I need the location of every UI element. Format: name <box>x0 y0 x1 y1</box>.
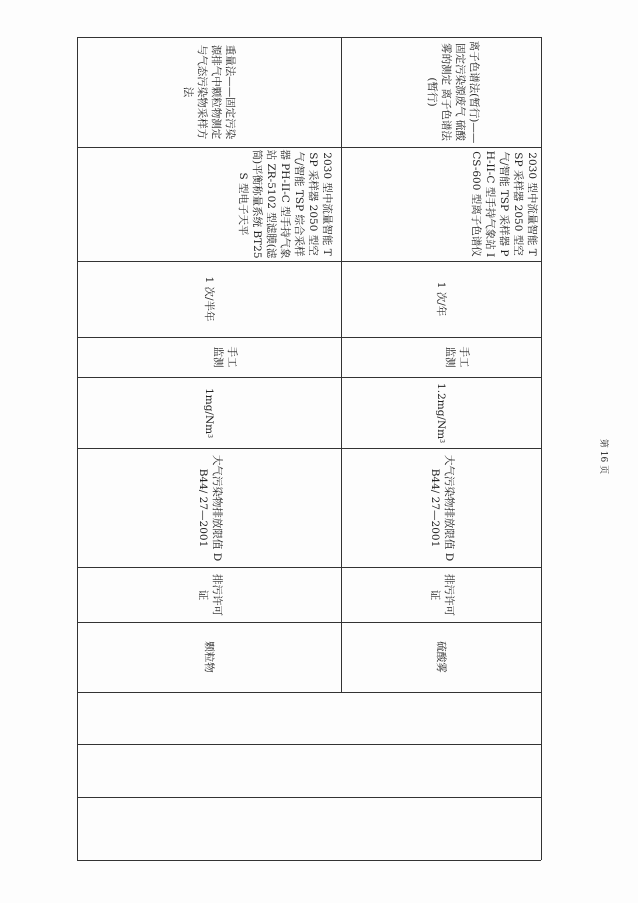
pollutant-name: 颗粒物 <box>203 641 215 673</box>
pollutant-name: 硫酸雾 <box>435 641 447 673</box>
instruments-cell <box>77 147 341 261</box>
standard-text: 大气污染物排放限值 DB44/ 27—2001 <box>429 454 455 561</box>
permit-cell <box>77 567 341 622</box>
page-number-text: 第 16 页 <box>598 438 609 474</box>
analysis-method-text: 离子色谱法(暂行)——固定污染源废气 硫酸雾的测定 离子色谱法(暂行) <box>426 40 480 144</box>
frequency-cell <box>341 261 541 337</box>
permit-text: 排污许可证 <box>197 573 223 616</box>
pollutant-name-cell <box>77 622 341 692</box>
permit-cell <box>341 567 541 622</box>
instruments-text: 2030 型中流量智能 TSP 采样器 2050 型空气/智能 TSP 综合采样器 PH-II-C 型手持气象站 ZR-5102 型滤膜(滤筒)平衡称量系统 BT25S 型电子天平 <box>237 149 333 259</box>
standard-cell <box>341 448 541 567</box>
instruments-cell <box>341 147 541 261</box>
standard-cell <box>77 448 341 567</box>
monitoring-table <box>77 37 541 860</box>
permit-text: 排污许可证 <box>429 573 455 616</box>
frequency-cell <box>77 261 341 337</box>
method-text: 手工监测 <box>212 346 238 368</box>
method-cell <box>341 337 541 377</box>
method-cell <box>77 337 341 377</box>
analysis-method-text: 重量法——固定污染源排气中颗粒物测定与气态污染物采样方法 <box>182 44 236 140</box>
page-number <box>598 436 612 476</box>
limit-cell: 1.2mg/Nm 3 <box>435 382 447 443</box>
method-text: 手工监测 <box>444 346 470 368</box>
frequency-text: 1 次/半年 <box>203 276 215 322</box>
frequency-text: 1 次/年 <box>435 281 447 317</box>
standard-text: 大气污染物排放限值 DB44/ 27—2001 <box>197 454 223 561</box>
limit-value: 1.2mg/Nm <box>435 382 447 439</box>
analysis-method-cell <box>341 37 541 147</box>
pollutant-name-cell <box>341 622 541 692</box>
analysis-method-cell <box>77 37 341 147</box>
limit-value: 1mg/Nm <box>203 387 215 434</box>
limit-cell: 1mg/Nm 3 <box>203 387 215 438</box>
instruments-text: 2030 型中流量智能 TSP 采样器 2050 型空气/智能 TSP 采样器 PH-II-C 型手持气象站 ICS-600 型离子色谱仪 <box>470 150 538 258</box>
